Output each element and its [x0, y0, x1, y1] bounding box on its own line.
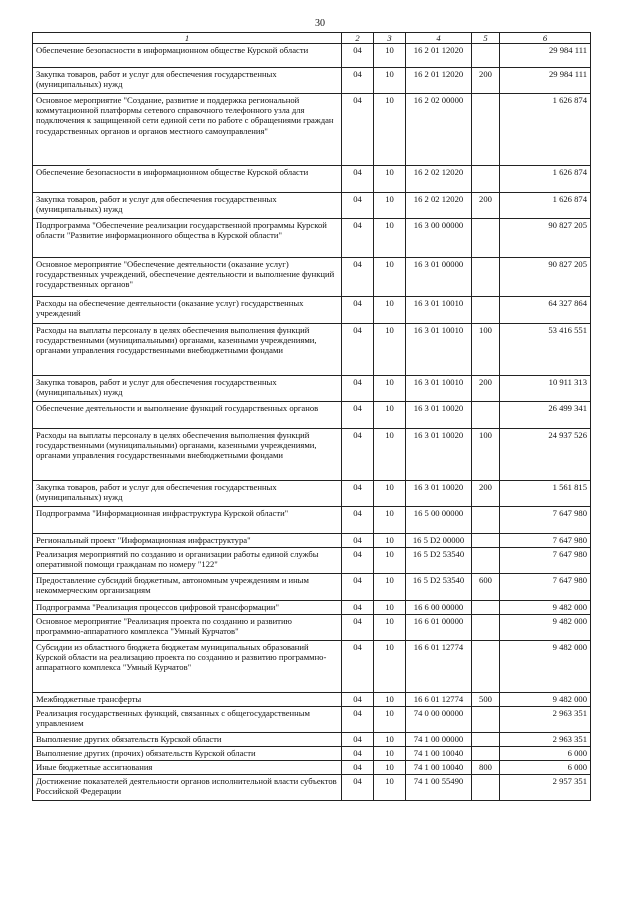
row-subsection: 10 — [374, 258, 406, 297]
row-subsection: 10 — [374, 548, 406, 574]
row-amount: 29 984 111 — [500, 68, 591, 94]
row-expense-type — [472, 297, 500, 324]
row-subsection: 10 — [374, 297, 406, 324]
row-amount: 6 000 — [500, 761, 591, 775]
row-amount: 2 963 351 — [500, 707, 591, 733]
row-amount: 7 647 980 — [500, 534, 591, 548]
row-subsection: 10 — [374, 402, 406, 429]
row-subsection: 10 — [374, 707, 406, 733]
row-name: Закупка товаров, работ и услуг для обеспечения государственных (муниципальных) нужд — [33, 68, 342, 94]
row-amount: 2 957 351 — [500, 775, 591, 801]
row-target-article: 16 5 00 00000 — [406, 507, 472, 534]
row-subsection: 10 — [374, 94, 406, 166]
row-name: Обеспечение безопасности в информационном обществе Курской области — [33, 166, 342, 193]
table-row — [33, 707, 591, 733]
table-row — [33, 68, 591, 94]
row-subsection: 10 — [374, 44, 406, 68]
row-expense-type: 600 — [472, 574, 500, 601]
row-name: Выполнение других (прочих) обязательств Курской области — [33, 747, 342, 761]
table-row — [33, 534, 591, 548]
row-amount: 1 626 874 — [500, 166, 591, 193]
table-row — [33, 94, 591, 166]
row-section: 04 — [342, 376, 374, 402]
row-target-article: 16 6 01 12774 — [406, 693, 472, 707]
row-amount: 64 327 864 — [500, 297, 591, 324]
row-subsection: 10 — [374, 429, 406, 481]
row-amount: 53 416 551 — [500, 324, 591, 376]
header-col-5: 5 — [472, 33, 500, 44]
table-row — [33, 747, 591, 761]
row-name: Реализация государственных функций, связанных с общегосударственным управлением — [33, 707, 342, 733]
row-name: Расходы на выплаты персоналу в целях обеспечения выполнения функций государственными (муниципальными) органами, казенными учреждениями, органами управления государственными внебюджетными фондами — [33, 324, 342, 376]
row-target-article: 16 3 01 10020 — [406, 481, 472, 507]
table-row — [33, 761, 591, 775]
row-amount: 9 482 000 — [500, 641, 591, 693]
row-subsection: 10 — [374, 481, 406, 507]
row-expense-type: 200 — [472, 193, 500, 219]
table-row — [33, 258, 591, 297]
header-col-1: 1 — [33, 33, 342, 44]
row-amount: 1 561 815 — [500, 481, 591, 507]
row-name: Выполнение других обязательств Курской области — [33, 733, 342, 747]
row-expense-type — [472, 641, 500, 693]
row-expense-type — [472, 733, 500, 747]
row-section: 04 — [342, 44, 374, 68]
row-amount: 26 499 341 — [500, 402, 591, 429]
row-amount: 10 911 313 — [500, 376, 591, 402]
row-expense-type: 200 — [472, 481, 500, 507]
row-section: 04 — [342, 601, 374, 615]
table-row — [33, 376, 591, 402]
row-target-article: 16 3 00 00000 — [406, 219, 472, 258]
row-subsection: 10 — [374, 534, 406, 548]
row-target-article: 74 1 00 00000 — [406, 733, 472, 747]
row-section: 04 — [342, 693, 374, 707]
table-row — [33, 601, 591, 615]
table-row — [33, 615, 591, 641]
table-row — [33, 641, 591, 693]
row-name: Основное мероприятие "Реализация проекта по созданию и развитию программно-аппаратного комплекса "Умный Курчатов" — [33, 615, 342, 641]
table-row — [33, 574, 591, 601]
row-section: 04 — [342, 747, 374, 761]
row-target-article: 16 3 01 10020 — [406, 402, 472, 429]
row-section: 04 — [342, 574, 374, 601]
table-body — [33, 44, 591, 801]
row-name: Подпрограмма "Обеспечение реализации государственной программы Курской области "Развитие информационного общества в Курской области" — [33, 219, 342, 258]
row-expense-type — [472, 94, 500, 166]
row-section: 04 — [342, 615, 374, 641]
row-expense-type — [472, 534, 500, 548]
row-section: 04 — [342, 193, 374, 219]
row-target-article: 16 2 01 12020 — [406, 68, 472, 94]
row-section: 04 — [342, 481, 374, 507]
row-subsection: 10 — [374, 574, 406, 601]
row-name: Подпрограмма "Информационная инфраструктура Курской области" — [33, 507, 342, 534]
row-section: 04 — [342, 94, 374, 166]
row-amount: 1 626 874 — [500, 193, 591, 219]
table-row — [33, 193, 591, 219]
row-name: Субсидии из областного бюджета бюджетам муниципальных образований Курской области на реализацию проекта по созданию и развитию программно-аппаратного комплекса "Умный Курчатов" — [33, 641, 342, 693]
row-name: Основное мероприятие "Создание, развитие и поддержка региональной коммутационной платформы сетевого справочного телефонного узла для подключения к защищенной сети единой сети по работе с обращениями граждан государственных органов и органов местного самоуправления" — [33, 94, 342, 166]
row-name: Закупка товаров, работ и услуг для обеспечения государственных (муниципальных) нужд — [33, 376, 342, 402]
row-section: 04 — [342, 775, 374, 801]
row-subsection: 10 — [374, 693, 406, 707]
row-name: Достижение показателей деятельности органов исполнительной власти субъектов Российской Федерации — [33, 775, 342, 801]
row-target-article: 16 2 02 00000 — [406, 94, 472, 166]
table-row — [33, 775, 591, 801]
row-section: 04 — [342, 68, 374, 94]
row-target-article: 74 1 00 10040 — [406, 761, 472, 775]
table-row — [33, 402, 591, 429]
row-subsection: 10 — [374, 376, 406, 402]
row-amount: 29 984 111 — [500, 44, 591, 68]
row-section: 04 — [342, 258, 374, 297]
row-expense-type: 200 — [472, 376, 500, 402]
table-row — [33, 219, 591, 258]
row-amount: 9 482 000 — [500, 693, 591, 707]
row-name: Закупка товаров, работ и услуг для обеспечения государственных (муниципальных) нужд — [33, 481, 342, 507]
row-name: Закупка товаров, работ и услуг для обеспечения государственных (муниципальных) нужд — [33, 193, 342, 219]
row-expense-type — [472, 601, 500, 615]
row-section: 04 — [342, 707, 374, 733]
row-target-article: 74 1 00 10040 — [406, 747, 472, 761]
row-target-article: 16 3 01 10010 — [406, 324, 472, 376]
row-expense-type — [472, 615, 500, 641]
row-amount: 7 647 980 — [500, 507, 591, 534]
row-name: Реализация мероприятий по созданию и организации работы единой службы оперативной помощи гражданам по номеру "122" — [33, 548, 342, 574]
row-subsection: 10 — [374, 219, 406, 258]
header-col-3: 3 — [374, 33, 406, 44]
row-target-article: 16 6 00 00000 — [406, 601, 472, 615]
budget-table — [32, 32, 591, 801]
table-header-row — [33, 33, 591, 44]
row-target-article: 16 2 01 12020 — [406, 44, 472, 68]
row-amount: 9 482 000 — [500, 615, 591, 641]
row-target-article: 16 5 D2 00000 — [406, 534, 472, 548]
table-row — [33, 44, 591, 68]
row-amount: 2 963 351 — [500, 733, 591, 747]
row-expense-type — [472, 219, 500, 258]
row-section: 04 — [342, 324, 374, 376]
row-expense-type: 100 — [472, 429, 500, 481]
row-amount: 7 647 980 — [500, 574, 591, 601]
row-section: 04 — [342, 534, 374, 548]
row-subsection: 10 — [374, 68, 406, 94]
row-target-article: 16 6 01 12774 — [406, 641, 472, 693]
row-target-article: 16 3 01 10010 — [406, 376, 472, 402]
row-name: Расходы на обеспечение деятельности (оказание услуг) государственных учреждений — [33, 297, 342, 324]
row-expense-type — [472, 747, 500, 761]
header-col-6: 6 — [500, 33, 591, 44]
row-subsection: 10 — [374, 193, 406, 219]
row-name: Обеспечение безопасности в информационном обществе Курской области — [33, 44, 342, 68]
row-name: Предоставление субсидий бюджетным, автономным учреждениям и иным некоммерческим организациям — [33, 574, 342, 601]
table-row — [33, 693, 591, 707]
table-row — [33, 297, 591, 324]
row-section: 04 — [342, 733, 374, 747]
row-name: Основное мероприятие "Обеспечение деятельности (оказание услуг) государственных учреждений, обеспечение деятельности и выполнение функций государственных органов" — [33, 258, 342, 297]
row-name: Региональный проект "Информационная инфраструктура" — [33, 534, 342, 548]
row-name: Расходы на выплаты персоналу в целях обеспечения выполнения функций государственными (муниципальными) органами, казенными учреждениями, органами управления государственными внебюджетными фондами — [33, 429, 342, 481]
row-expense-type — [472, 44, 500, 68]
row-expense-type — [472, 507, 500, 534]
row-section: 04 — [342, 166, 374, 193]
row-target-article: 74 1 00 55490 — [406, 775, 472, 801]
row-section: 04 — [342, 219, 374, 258]
row-amount: 90 827 205 — [500, 219, 591, 258]
row-name: Обеспечение деятельности и выполнение функций государственных органов — [33, 402, 342, 429]
row-amount: 90 827 205 — [500, 258, 591, 297]
row-name: Межбюджетные трансферты — [33, 693, 342, 707]
row-expense-type — [472, 548, 500, 574]
header-col-2: 2 — [342, 33, 374, 44]
row-expense-type — [472, 775, 500, 801]
header-col-4: 4 — [406, 33, 472, 44]
row-expense-type: 500 — [472, 693, 500, 707]
row-amount: 24 937 526 — [500, 429, 591, 481]
table-row — [33, 324, 591, 376]
row-expense-type — [472, 258, 500, 297]
row-section: 04 — [342, 548, 374, 574]
row-subsection: 10 — [374, 761, 406, 775]
table-row — [33, 481, 591, 507]
row-amount: 9 482 000 — [500, 601, 591, 615]
row-amount: 1 626 874 — [500, 94, 591, 166]
row-expense-type: 100 — [472, 324, 500, 376]
row-amount: 7 647 980 — [500, 548, 591, 574]
row-subsection: 10 — [374, 733, 406, 747]
row-subsection: 10 — [374, 747, 406, 761]
row-expense-type: 800 — [472, 761, 500, 775]
row-expense-type: 200 — [472, 68, 500, 94]
row-section: 04 — [342, 297, 374, 324]
row-subsection: 10 — [374, 775, 406, 801]
row-name: Подпрограмма "Реализация процессов цифровой трансформации" — [33, 601, 342, 615]
row-amount: 6 000 — [500, 747, 591, 761]
row-section: 04 — [342, 761, 374, 775]
row-target-article: 16 3 01 00000 — [406, 258, 472, 297]
row-subsection: 10 — [374, 615, 406, 641]
row-target-article: 16 2 02 12020 — [406, 193, 472, 219]
row-target-article: 16 5 D2 53540 — [406, 574, 472, 601]
row-subsection: 10 — [374, 601, 406, 615]
row-subsection: 10 — [374, 507, 406, 534]
row-target-article: 74 0 00 00000 — [406, 707, 472, 733]
row-subsection: 10 — [374, 324, 406, 376]
row-subsection: 10 — [374, 166, 406, 193]
row-section: 04 — [342, 507, 374, 534]
table-row — [33, 166, 591, 193]
row-target-article: 16 5 D2 53540 — [406, 548, 472, 574]
row-section: 04 — [342, 402, 374, 429]
table-row — [33, 429, 591, 481]
row-section: 04 — [342, 429, 374, 481]
row-target-article: 16 3 01 10010 — [406, 297, 472, 324]
row-target-article: 16 2 02 12020 — [406, 166, 472, 193]
table-row — [33, 733, 591, 747]
row-section: 04 — [342, 641, 374, 693]
row-subsection: 10 — [374, 641, 406, 693]
page-number: 30 — [315, 18, 325, 29]
row-expense-type — [472, 166, 500, 193]
table-row — [33, 548, 591, 574]
row-expense-type — [472, 402, 500, 429]
row-target-article: 16 3 01 10020 — [406, 429, 472, 481]
row-target-article: 16 6 01 00000 — [406, 615, 472, 641]
table-row — [33, 507, 591, 534]
row-name: Иные бюджетные ассигнования — [33, 761, 342, 775]
row-expense-type — [472, 707, 500, 733]
